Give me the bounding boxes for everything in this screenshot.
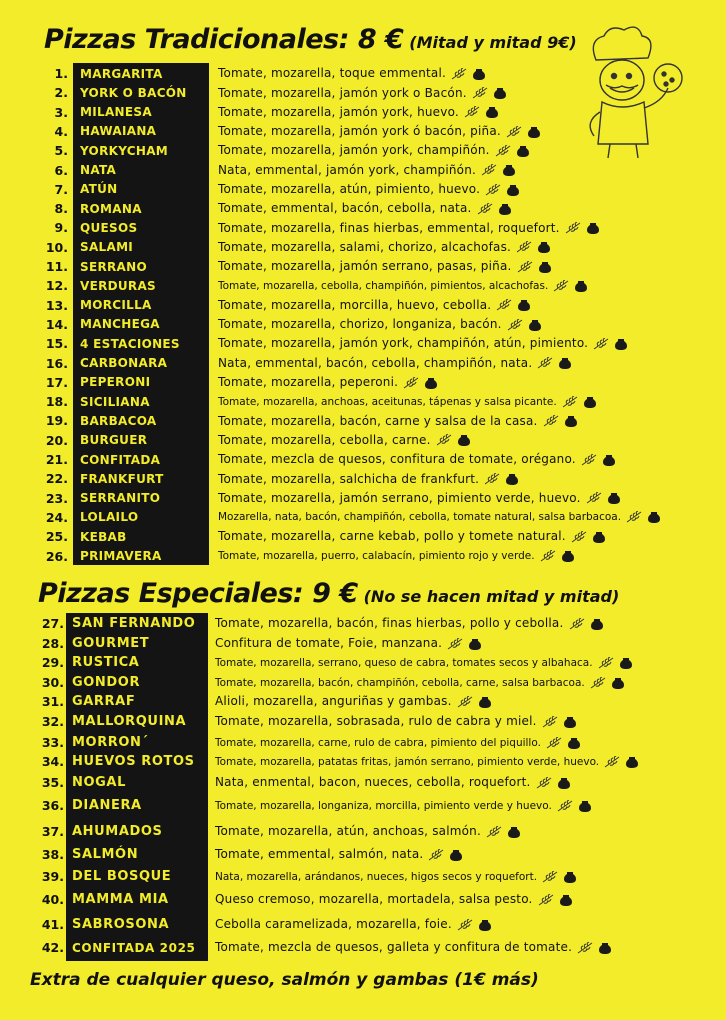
dairy-icon xyxy=(611,676,625,690)
menu-row xyxy=(0,199,726,218)
item-description xyxy=(218,510,661,524)
gluten-icon xyxy=(485,184,501,196)
gluten-icon xyxy=(472,87,488,99)
item-name: SALAMI xyxy=(80,240,134,255)
menu-row xyxy=(0,373,726,392)
item-description-text: Nata, mozarella, arándanos, nueces, higos secos y roquefort. xyxy=(215,870,538,883)
item-name: VERDURAS xyxy=(80,278,156,293)
dairy-icon xyxy=(507,825,521,839)
gluten-icon xyxy=(496,299,512,311)
gluten-icon xyxy=(481,164,497,176)
item-description xyxy=(218,163,516,178)
item-name: CONFITADA xyxy=(80,452,161,467)
dairy-icon xyxy=(567,736,581,750)
menu-row xyxy=(0,634,726,653)
item-number: 21. xyxy=(45,452,68,467)
gluten-icon xyxy=(562,396,578,408)
menu-row xyxy=(0,692,726,711)
dairy-icon xyxy=(485,105,499,119)
gluten-icon xyxy=(403,377,419,389)
gluten-icon xyxy=(542,871,558,883)
item-name: NOGAL xyxy=(72,775,126,790)
gluten-icon xyxy=(542,716,558,728)
item-number: 12. xyxy=(45,278,68,294)
gluten-icon xyxy=(543,415,559,427)
gluten-icon xyxy=(586,492,602,504)
menu-row xyxy=(0,392,726,411)
menu-row xyxy=(0,890,726,909)
gluten-icon xyxy=(581,454,597,466)
gluten-icon xyxy=(569,618,585,630)
dairy-icon xyxy=(558,356,572,370)
item-number: 6. xyxy=(54,162,68,178)
item-description xyxy=(218,124,541,139)
item-description-text: Tomate, mozarella, atún, anchoas, salmón. xyxy=(215,824,482,839)
item-number: 26. xyxy=(45,548,68,564)
dairy-icon xyxy=(527,125,541,139)
dairy-icon xyxy=(583,395,597,409)
menu-row xyxy=(0,938,726,957)
item-number: 19. xyxy=(45,413,68,429)
item-name: NATA xyxy=(80,163,117,177)
menu-row xyxy=(0,712,726,731)
dairy-icon xyxy=(457,433,471,447)
menu-row xyxy=(0,752,726,771)
item-number: 16. xyxy=(45,355,68,371)
item-description-text: Tomate, mozarella, salami, chorizo, alcachofas. xyxy=(218,239,512,254)
item-description-text: Tomate, mozarella, jamón york, huevo. xyxy=(218,104,459,119)
item-number: 23. xyxy=(45,490,68,506)
item-name: ROMANA xyxy=(80,201,142,216)
item-description-text: Tomate, mezcla de quesos, galleta y confitura de tomate. xyxy=(215,940,573,955)
special-note: (No se hacen mitad y mitad) xyxy=(363,587,620,606)
menu-row xyxy=(0,276,726,295)
item-description-text: Tomate, mozarella, chorizo, longaniza, bacón. xyxy=(218,317,502,332)
gluten-icon xyxy=(486,826,502,838)
item-description-text: Tomate, mozarella, finas hierbas, emmental, roquefort. xyxy=(218,220,560,235)
dairy-icon xyxy=(586,221,600,235)
item-name: SERRANO xyxy=(80,259,147,274)
dairy-icon xyxy=(472,67,486,81)
item-description-text: Tomate, mozarella, longaniza, morcilla, pimiento verde y huevo. xyxy=(215,799,552,812)
dairy-icon xyxy=(478,695,492,709)
item-description-text: Tomate, emmental, bacón, cebolla, nata. xyxy=(218,201,472,216)
item-name: CARBONARA xyxy=(80,356,168,370)
gluten-icon xyxy=(436,434,452,446)
menu-row xyxy=(0,161,726,180)
item-description-text: Tomate, mozarella, puerro, calabacín, pimiento rojo y verde. xyxy=(218,550,535,562)
menu-row xyxy=(0,238,726,257)
dairy-icon xyxy=(625,755,639,769)
item-description xyxy=(218,182,520,197)
item-description-text: Mozarella, nata, bacón, champiñón, cebolla, tomate natural, salsa barbacoa. xyxy=(218,511,622,524)
item-name: DIANERA xyxy=(72,798,142,813)
menu-row xyxy=(0,489,726,508)
item-number: 9. xyxy=(54,220,68,236)
item-description xyxy=(215,799,592,813)
menu-row xyxy=(0,653,726,672)
item-description xyxy=(215,656,633,670)
item-name: HUEVOS ROTOS xyxy=(72,754,195,769)
item-description xyxy=(215,847,463,862)
item-number: 36. xyxy=(41,798,64,813)
item-name: GARRAF xyxy=(72,694,136,709)
dairy-icon xyxy=(538,260,552,274)
gluten-icon xyxy=(507,319,523,331)
item-description xyxy=(218,375,438,390)
item-description-text: Alioli, mozarella, anguriñas y gambas. xyxy=(215,694,452,709)
gluten-icon xyxy=(484,473,500,485)
gluten-icon xyxy=(546,737,562,749)
gluten-icon xyxy=(506,126,522,138)
item-description-text: Tomate, mozarella, jamón serrano, pimiento verde, huevo. xyxy=(218,490,581,505)
item-name: SABROSONA xyxy=(72,917,170,932)
gluten-icon xyxy=(447,638,463,650)
item-description-text: Tomate, mozarella, atún, pimiento, huevo. xyxy=(218,182,481,197)
item-name: GONDOR xyxy=(72,675,141,690)
item-description-text: Tomate, mozarella, peperoni. xyxy=(218,375,399,390)
gluten-icon xyxy=(571,531,587,543)
item-name: SERRANITO xyxy=(80,491,161,506)
item-name: GOURMET xyxy=(72,636,150,651)
dairy-icon xyxy=(517,298,531,312)
item-description-text: Tomate, mozarella, bacón, finas hierbas, pollo y cebolla. xyxy=(215,616,564,631)
item-description xyxy=(215,714,577,729)
menu-row xyxy=(0,411,726,430)
menu-row xyxy=(0,614,726,633)
item-description xyxy=(218,414,578,429)
gluten-icon xyxy=(538,894,554,906)
item-description xyxy=(215,917,492,932)
item-number: 14. xyxy=(45,316,68,332)
menu-row xyxy=(0,257,726,276)
item-number: 20. xyxy=(45,432,68,448)
gluten-icon xyxy=(536,777,552,789)
item-number: 40. xyxy=(41,892,64,907)
menu-row xyxy=(0,773,726,792)
item-description xyxy=(218,356,572,371)
item-name: MILANESA xyxy=(80,105,152,120)
menu-row xyxy=(0,915,726,934)
menu-row xyxy=(0,845,726,864)
dairy-icon xyxy=(619,656,633,670)
item-description xyxy=(215,694,492,709)
item-number: 2. xyxy=(54,85,68,101)
gluten-icon xyxy=(457,696,473,708)
item-description-text: Tomate, mozarella, jamón york, champiñón. xyxy=(218,143,490,158)
special-title-text: Pizzas Especiales: 9 € xyxy=(38,578,358,609)
item-description-text: Tomate, mozarella, anchoas, aceitunas, tápenas y salsa picante. xyxy=(218,395,557,408)
item-description-text: Tomate, mozarella, sobrasada, rulo de cabra y miel. xyxy=(215,714,537,729)
item-description xyxy=(218,221,600,236)
item-description-text: Tomate, mozarella, jamón york ó bacón, piña. xyxy=(218,124,501,139)
gluten-icon xyxy=(598,657,614,669)
gluten-icon xyxy=(626,511,642,523)
item-description xyxy=(215,940,612,955)
item-number: 7. xyxy=(54,181,68,197)
item-name: MANCHEGA xyxy=(80,317,160,332)
item-description xyxy=(215,870,577,884)
footer-note: Extra de cualquier queso, salmón y gambas (1€ más) xyxy=(30,970,539,990)
gluten-icon xyxy=(557,800,573,812)
dairy-icon xyxy=(578,799,592,813)
item-number: 29. xyxy=(41,655,64,670)
item-description-text: Tomate, mozarella, jamón york o Bacón. xyxy=(218,85,467,100)
item-name: ATÚN xyxy=(80,182,118,197)
item-number: 18. xyxy=(45,394,68,410)
item-description-text: Tomate, mozarella, bacón, champiñón, cebolla, carne, salsa barbacoa. xyxy=(215,676,585,689)
item-number: 41. xyxy=(41,917,64,932)
item-description-text: Tomate, mezcla de quesos, confitura de tomate, orégano. xyxy=(218,452,576,467)
item-description xyxy=(218,472,519,487)
item-description xyxy=(215,775,571,790)
gluten-icon xyxy=(457,919,473,931)
item-description-text: Tomate, mozarella, cebolla, carne. xyxy=(218,432,431,447)
item-number: 42. xyxy=(41,940,64,955)
item-description-text: Nata, emmental, bacón, cebolla, champiñón, nata. xyxy=(218,355,533,370)
item-number: 3. xyxy=(54,104,68,120)
dairy-icon xyxy=(502,163,516,177)
item-description xyxy=(218,279,588,293)
item-description-text: Tomate, mozarella, carne, rulo de cabra, pimiento del piquillo. xyxy=(215,736,541,749)
item-description-text: Nata, enmental, bacon, nueces, cebolla, roquefort. xyxy=(215,775,531,790)
dairy-icon xyxy=(505,472,519,486)
item-description-text: Tomate, mozarella, bacón, carne y salsa de la casa. xyxy=(218,413,538,428)
chef-illustration xyxy=(566,22,686,162)
dairy-icon xyxy=(493,86,507,100)
item-description xyxy=(218,317,542,332)
item-number: 24. xyxy=(45,509,68,525)
traditional-note: (Mitad y mitad 9€) xyxy=(409,33,577,52)
item-description xyxy=(218,336,628,351)
item-description xyxy=(215,755,639,769)
item-name: MORCILLA xyxy=(80,298,152,313)
item-description-text: Tomate, mozarella, jamón york, champiñón, atún, pimiento. xyxy=(218,336,589,351)
dairy-icon xyxy=(564,414,578,428)
item-name: SALMÓN xyxy=(72,847,139,862)
item-name: SAN FERNANDO xyxy=(72,616,196,631)
dairy-icon xyxy=(468,637,482,651)
item-name: FRANKFURT xyxy=(80,471,164,486)
item-description xyxy=(218,452,616,467)
item-name: SICILIANA xyxy=(80,394,150,409)
menu-row xyxy=(0,450,726,469)
item-number: 31. xyxy=(41,694,64,709)
item-name: PRIMAVERA xyxy=(80,549,162,563)
item-description xyxy=(218,105,499,120)
item-description-text: Queso cremoso, mozarella, mortadela, salsa pesto. xyxy=(215,892,533,907)
dairy-icon xyxy=(598,941,612,955)
item-number: 33. xyxy=(41,735,64,750)
menu-row xyxy=(0,334,726,353)
item-name: QUESOS xyxy=(80,220,138,235)
menu-row xyxy=(0,296,726,315)
item-number: 22. xyxy=(45,471,68,487)
menu-row xyxy=(0,673,726,692)
item-description-text: Tomate, emmental, salmón, nata. xyxy=(215,847,424,862)
item-description-text: Nata, emmental, jamón york, champiñón. xyxy=(218,162,477,177)
item-description-text: Tomate, mozarella, serrano, queso de cabra, tomates secos y albahaca. xyxy=(215,656,593,669)
gluten-icon xyxy=(604,756,620,768)
item-number: 11. xyxy=(45,259,68,274)
item-number: 15. xyxy=(45,336,68,352)
dairy-icon xyxy=(559,893,573,907)
menu-row xyxy=(0,527,726,546)
item-description-text: Tomate, mozarella, patatas fritas, jamón serrano, pimiento verde, huevo. xyxy=(215,755,600,768)
item-number: 4. xyxy=(54,123,68,139)
dairy-icon xyxy=(528,318,542,332)
dairy-icon xyxy=(557,776,571,790)
item-number: 38. xyxy=(41,847,64,862)
item-number: 1. xyxy=(54,66,68,81)
item-description xyxy=(218,201,512,216)
gluten-icon xyxy=(451,68,467,80)
item-number: 39. xyxy=(41,869,64,884)
item-description xyxy=(215,824,521,839)
item-description-text: Tomate, mozarella, cebolla, champiñón, pimientos, alcachofas. xyxy=(218,279,549,292)
menu-row xyxy=(0,218,726,237)
item-number: 10. xyxy=(45,239,68,255)
item-number: 27. xyxy=(41,616,64,631)
item-name: AHUMADOS xyxy=(72,824,163,839)
traditional-title-text: Pizzas Tradicionales: 8 € xyxy=(44,24,404,55)
dairy-icon xyxy=(449,848,463,862)
item-description-text: Tomate, mozarella, salchicha de frankfurt. xyxy=(218,471,480,486)
item-description xyxy=(218,259,552,274)
gluten-icon xyxy=(464,106,480,118)
gluten-icon xyxy=(477,203,493,215)
item-description-text: Confitura de tomate, Foie, manzana. xyxy=(215,636,443,651)
item-number: 17. xyxy=(45,374,68,390)
item-name: YORKYCHAM xyxy=(80,143,169,158)
item-description xyxy=(215,892,573,907)
item-description-text: Tomate, mozarella, toque emmental. xyxy=(218,66,447,81)
gluten-icon xyxy=(540,550,556,562)
item-number: 13. xyxy=(45,297,68,313)
item-name: LOLAILO xyxy=(80,510,139,525)
dairy-icon xyxy=(537,240,551,254)
gluten-icon xyxy=(590,677,606,689)
menu-row xyxy=(0,508,726,527)
item-description-text: Tomate, mozarella, jamón serrano, pasas, piña. xyxy=(218,259,512,274)
menu-row xyxy=(0,796,726,815)
gluten-icon xyxy=(577,942,593,954)
gluten-icon xyxy=(495,145,511,157)
item-description xyxy=(215,676,625,690)
dairy-icon xyxy=(424,376,438,390)
item-name: 4 ESTACIONES xyxy=(80,336,180,351)
dairy-icon xyxy=(590,617,604,631)
item-name: RUSTICA xyxy=(72,655,140,670)
item-name: MORRON´ xyxy=(72,735,149,750)
item-name: BURGUER xyxy=(80,433,148,448)
dairy-icon xyxy=(563,715,577,729)
item-description xyxy=(218,529,606,544)
gluten-icon xyxy=(537,357,553,369)
dairy-icon xyxy=(563,870,577,884)
gluten-icon xyxy=(593,338,609,350)
special-title xyxy=(38,578,619,609)
dairy-icon xyxy=(574,279,588,293)
item-description xyxy=(218,240,551,255)
gluten-icon xyxy=(428,849,444,861)
item-number: 37. xyxy=(41,824,64,839)
dairy-icon xyxy=(561,549,575,563)
item-description xyxy=(215,736,581,750)
traditional-title xyxy=(44,24,577,55)
dairy-icon xyxy=(506,183,520,197)
menu-row xyxy=(0,867,726,886)
item-description-text: Tomate, mozarella, morcilla, huevo, cebolla. xyxy=(218,297,492,312)
item-description xyxy=(215,636,482,651)
dairy-icon xyxy=(602,453,616,467)
menu-row xyxy=(0,547,726,566)
dairy-icon xyxy=(614,337,628,351)
dairy-icon xyxy=(516,144,530,158)
item-number: 28. xyxy=(41,636,64,651)
menu-row xyxy=(0,180,726,199)
item-description-text: Cebolla caramelizada, mozarella, foie. xyxy=(215,917,452,932)
menu-row xyxy=(0,431,726,450)
item-number: 8. xyxy=(54,201,68,217)
gluten-icon xyxy=(553,280,569,292)
item-number: 5. xyxy=(54,143,68,159)
item-number: 34. xyxy=(41,754,64,769)
gluten-icon xyxy=(516,241,532,253)
item-number: 32. xyxy=(41,714,64,729)
menu-row xyxy=(0,469,726,488)
dairy-icon xyxy=(592,530,606,544)
menu-row xyxy=(0,354,726,373)
item-name: DEL BOSQUE xyxy=(72,869,172,884)
item-name: MAMMA MIA xyxy=(72,892,169,907)
item-name: PEPERONI xyxy=(80,375,151,390)
item-description xyxy=(218,298,531,313)
item-number: 30. xyxy=(41,675,64,690)
item-number: 25. xyxy=(45,529,68,545)
menu-row xyxy=(0,822,726,841)
menu-row xyxy=(0,315,726,334)
item-description xyxy=(218,491,621,506)
item-description xyxy=(215,616,604,631)
dairy-icon xyxy=(498,202,512,216)
item-number: 35. xyxy=(41,775,64,790)
item-description xyxy=(218,143,530,158)
item-name: BARBACOA xyxy=(80,413,157,428)
item-description xyxy=(218,549,575,563)
item-description xyxy=(218,86,507,101)
dairy-icon xyxy=(647,510,661,524)
item-name: HAWAIANA xyxy=(80,124,157,139)
menu-row xyxy=(0,733,726,752)
item-description xyxy=(218,433,471,448)
dairy-icon xyxy=(478,918,492,932)
item-description xyxy=(218,66,486,81)
item-name: MALLORQUINA xyxy=(72,714,187,729)
item-name: YORK O BACÓN xyxy=(80,85,187,100)
dairy-icon xyxy=(607,491,621,505)
item-description-text: Tomate, mozarella, carne kebab, pollo y tomete natural. xyxy=(218,529,566,544)
gluten-icon xyxy=(517,261,533,273)
item-description xyxy=(218,395,597,409)
item-name: KEBAB xyxy=(80,529,127,544)
gluten-icon xyxy=(565,222,581,234)
item-name: CONFITADA 2025 xyxy=(72,940,196,955)
item-name: MARGARITA xyxy=(80,66,163,81)
